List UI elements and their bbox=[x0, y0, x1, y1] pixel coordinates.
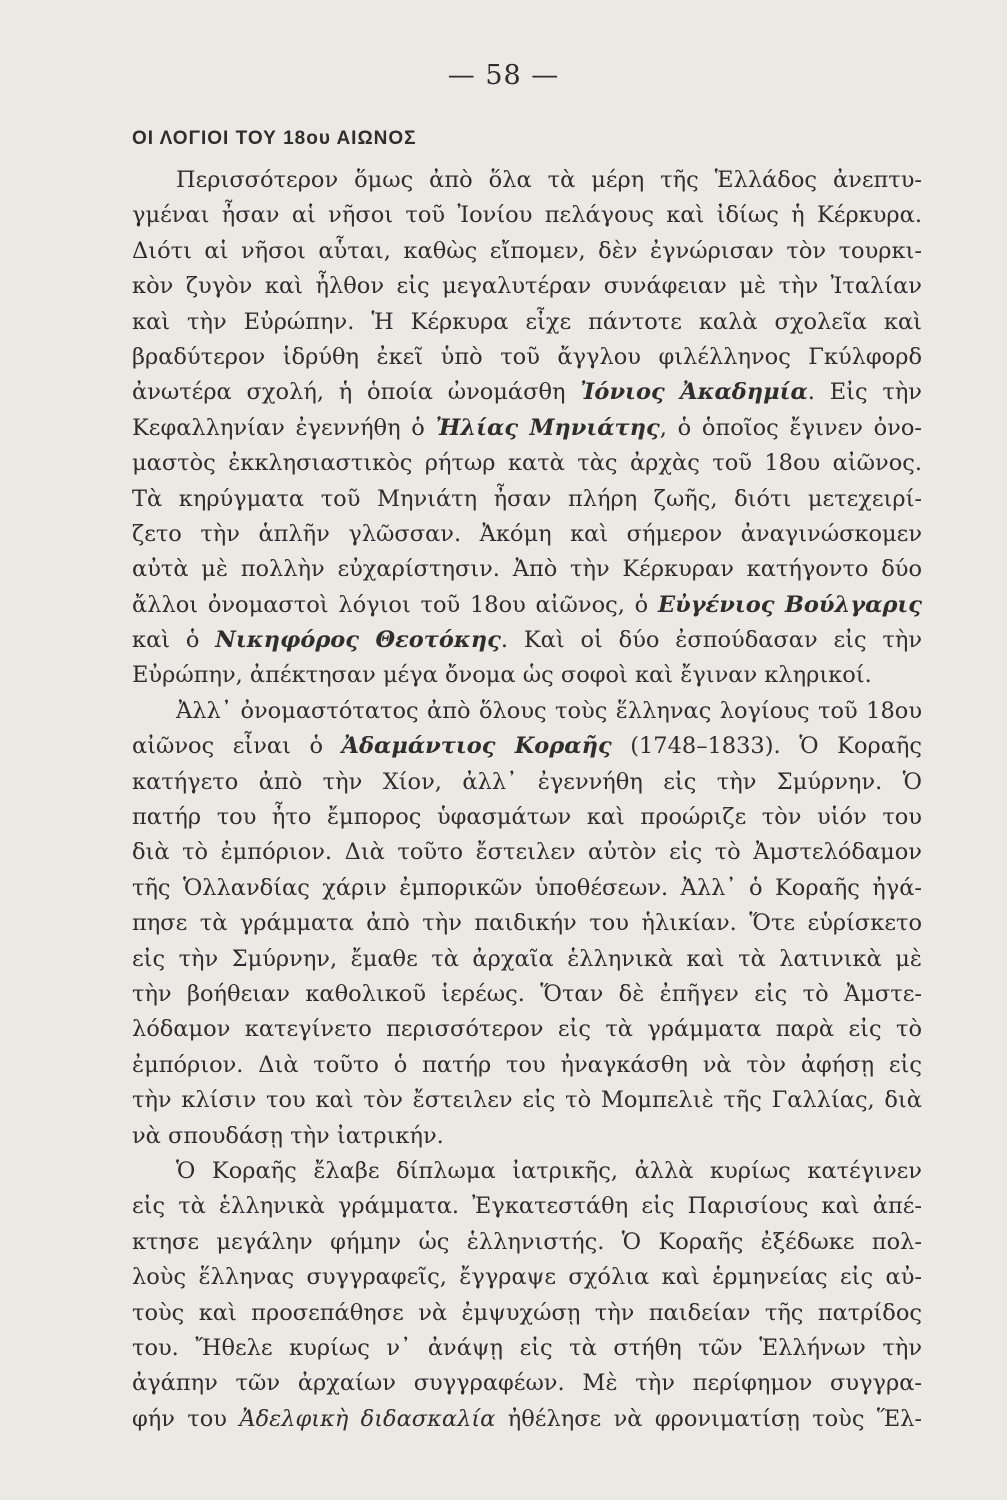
text-run: Περισσότερον ὅμως ἀπὸ ὅλα τὰ μέρη τῆς Ἑλλάδος ἀνεπτυ- bbox=[176, 167, 922, 193]
emphasized-name: Εὐγένιος Βούλγαρις bbox=[657, 591, 922, 618]
text-run: Ἀλλ᾿ ὀνομαστότατος ἀπὸ ὅλους τοὺς ἕλληνας λογίους τοῦ 18ου bbox=[176, 697, 922, 724]
text-run: κὸν ζυγὸν καὶ ἦλθον εἰς μεγαλυτέραν συνάφειαν μὲ τὴν Ἰταλίαν bbox=[132, 273, 922, 300]
text-line bbox=[132, 835, 922, 870]
text-run: . Καὶ οἱ δύο ἐσπούδασαν εἰς τὴν bbox=[500, 627, 922, 654]
text-run: εἰς τὴν Σμύρνην, ἔμαθε τὰ ἀρχαῖα ἑλληνικὰ καὶ τὰ λατινικὰ μὲ bbox=[132, 945, 922, 972]
text-run: βραδύτερον ἱδρύθη ἐκεῖ ὑπὸ τοῦ ἄγγλου φιλέλληνος Γκύλφορδ bbox=[132, 343, 922, 370]
text-run: ἐμπόριον. Διὰ τοῦτο ὁ πατήρ του ἠναγκάσθη νὰ τὸν ἀφήσῃ εἰς bbox=[132, 1051, 922, 1078]
text-run: τῆς Ὁλλανδίας χάριν ἐμπορικῶν ὑποθέσεων. Ἀλλ᾿ ὁ Κοραῆς ἠγά- bbox=[132, 874, 922, 901]
text-run: διὰ τὸ ἐμπόριον. Διὰ τοῦτο ἔστειλεν αὐτὸν εἰς τὸ Ἀμστελόδαμον bbox=[132, 839, 922, 866]
text-run: Ὁ Κοραῆς ἔλαβε δίπλωμα ἰατρικῆς, ἀλλὰ κυρίως κατέγινεν bbox=[176, 1157, 922, 1184]
running-head: ΟΙ ΛΟΓΙΟΙ ΤΟΥ 18ου ΑΙΩΝΟΣ bbox=[132, 128, 417, 149]
text-run: καὶ τὴν Εὐρώπην. Ἡ Κέρκυρα εἶχε πάντοτε καλὰ σχολεῖα καὶ bbox=[132, 308, 922, 335]
text-line bbox=[132, 694, 922, 729]
text-line bbox=[132, 765, 922, 800]
emphasized-name: Νικηφόρος Θεοτόκης bbox=[215, 627, 501, 654]
text-line bbox=[132, 375, 922, 410]
text-run: του. Ἤθελε κυρίως ν᾿ ἀνάψῃ εἰς τὰ στήθη τῶν Ἑλλήνων τὴν bbox=[132, 1334, 922, 1361]
text-run: Κεφαλληνίαν ἐγεννήθη ὁ bbox=[132, 414, 436, 441]
text-line bbox=[132, 658, 922, 693]
text-line bbox=[132, 871, 922, 906]
text-run: μαστὸς ἐκκλησιαστικὸς ρήτωρ κατὰ τὰς ἀρχὰς τοῦ 18ου αἰῶνος. bbox=[132, 450, 922, 477]
text-line bbox=[132, 729, 922, 764]
text-run: ζετο τὴν ἁπλῆν γλῶσσαν. Ἀκόμη καὶ σήμερον ἀναγινώσκομεν bbox=[132, 520, 922, 547]
text-line bbox=[132, 305, 922, 340]
text-line bbox=[132, 977, 922, 1012]
text-line bbox=[132, 1296, 922, 1331]
text-run: ἠθέλησε νὰ φρονιματίσῃ τοὺς Ἕλ- bbox=[495, 1405, 922, 1432]
text-run: , ὁ ὁποῖος ἔγινεν ὀνο- bbox=[659, 414, 922, 441]
text-line bbox=[132, 234, 922, 269]
text-run: γμέναι ἦσαν αἱ νῆσοι τοῦ Ἰονίου πελάγους καὶ ἰδίως ἡ Κέρκυρα. bbox=[132, 202, 922, 229]
text-run: ἀνωτέρα σχολή, ἡ ὁποία ὠνομάσθη bbox=[132, 379, 581, 406]
text-run: κατήγετο ἀπὸ τὴν Χίον, ἀλλ᾿ ἐγεννήθη εἰς τὴν Σμύρνην. Ὁ bbox=[132, 768, 922, 795]
text-run: νὰ σπουδάσῃ τὴν ἰατρικήν. bbox=[132, 1122, 444, 1149]
text-run: τὴν βοήθειαν καθολικοῦ ἱερέως. Ὅταν δὲ ἐπῆγεν εἰς τὸ Ἀμστε- bbox=[132, 980, 922, 1007]
text-line bbox=[132, 1048, 922, 1083]
text-line bbox=[132, 800, 922, 835]
text-line bbox=[132, 906, 922, 941]
text-line bbox=[132, 1366, 922, 1401]
text-run: κτησε μεγάλην φήμην ὡς ἑλληνιστής. Ὁ Κοραῆς ἐξέδωκε πολ- bbox=[132, 1228, 922, 1255]
text-run: Εὐρώπην, ἀπέκτησαν μέγα ὄνομα ὡς σοφοὶ καὶ ἔγιναν κληρικοί. bbox=[132, 662, 872, 689]
text-line bbox=[132, 623, 922, 658]
text-line bbox=[132, 552, 922, 587]
text-run: πησε τὰ γράμματα ἀπὸ τὴν παιδικήν του ἡλικίαν. Ὅτε εὑρίσκετο bbox=[132, 910, 922, 937]
text-line bbox=[132, 1189, 922, 1224]
page-number: — 58 — bbox=[447, 60, 560, 91]
text-line bbox=[132, 1331, 922, 1366]
text-line bbox=[132, 1154, 922, 1189]
emphasized-name: Ἀδαμάντιος Κοραῆς bbox=[341, 733, 612, 760]
body-text bbox=[132, 163, 922, 1437]
text-line bbox=[132, 269, 922, 304]
text-run: πατήρ του ἦτο ἔμπορος ὑφασμάτων καὶ προώριζε τὸν υἱόν του bbox=[132, 804, 922, 831]
text-line bbox=[132, 942, 922, 977]
text-run: (1748–1833). Ὁ Κοραῆς bbox=[611, 733, 922, 760]
text-line bbox=[132, 1402, 922, 1437]
text-run: λόδαμον κατεγίνετο περισσότερον εἰς τὰ γράμματα παρὰ εἰς τὸ bbox=[132, 1016, 922, 1043]
text-line bbox=[132, 588, 922, 623]
text-run: ἀγάπην τῶν ἀρχαίων συγγραφέων. Μὲ τὴν περίφημον συγγρα- bbox=[132, 1370, 922, 1397]
text-line bbox=[132, 1260, 922, 1295]
text-line bbox=[132, 198, 922, 233]
text-line bbox=[132, 1119, 922, 1154]
text-run: αἰῶνος εἶναι ὁ bbox=[132, 733, 342, 760]
text-run: τὴν κλίσιν του καὶ τὸν ἔστειλεν εἰς τὸ Μομπελιὲ τῆς Γαλλίας, διὰ bbox=[132, 1087, 922, 1114]
text-line bbox=[132, 1012, 922, 1047]
text-line bbox=[132, 1225, 922, 1260]
text-run: εἰς τὰ ἑλληνικὰ γράμματα. Ἐγκατεστάθη εἰς Παρισίους καὶ ἀπέ- bbox=[132, 1193, 922, 1220]
text-run: Διότι αἱ νῆσοι αὗται, καθὼς εἴπομεν, δὲν ἐγνώρισαν τὸν τουρκι- bbox=[132, 237, 922, 264]
text-line bbox=[132, 340, 922, 375]
text-line bbox=[132, 482, 922, 517]
text-run: αὐτὰ μὲ πολλὴν εὐχαρίστησιν. Ἀπὸ τὴν Κέρκυραν κατήγοντο δύο bbox=[132, 556, 922, 583]
text-run: Τὰ κηρύγματα τοῦ Μηνιάτη ἦσαν πλήρη ζωῆς, διότι μετεχειρί- bbox=[132, 485, 922, 512]
emphasized-name: Ἰόνιος Ἀκαδημία bbox=[580, 379, 808, 406]
text-run: τοὺς καὶ προσεπάθησε νὰ ἐμψυχώσῃ τὴν παιδείαν τῆς πατρίδος bbox=[132, 1299, 922, 1326]
text-run: λοὺς ἕλληνας συγγραφεῖς, ἔγγραψε σχόλια καὶ ἑρμηνείας εἰς αὐ- bbox=[132, 1264, 922, 1291]
text-line bbox=[132, 1083, 922, 1118]
text-run: καὶ ὁ bbox=[132, 627, 216, 654]
book-title: Ἀδελφικὴ διδασκαλία bbox=[239, 1405, 496, 1432]
text-run: ἄλλοι ὀνομαστοὶ λόγιοι τοῦ 18ου αἰῶνος, ὁ bbox=[132, 591, 658, 618]
emphasized-name: Ἠλίας Μηνιάτης bbox=[435, 414, 660, 441]
text-line bbox=[132, 517, 922, 552]
text-line bbox=[132, 163, 922, 198]
text-run: φήν του bbox=[132, 1405, 240, 1432]
text-line bbox=[132, 446, 922, 481]
text-line bbox=[132, 411, 922, 446]
text-run: . Εἰς τὴν bbox=[807, 379, 922, 406]
